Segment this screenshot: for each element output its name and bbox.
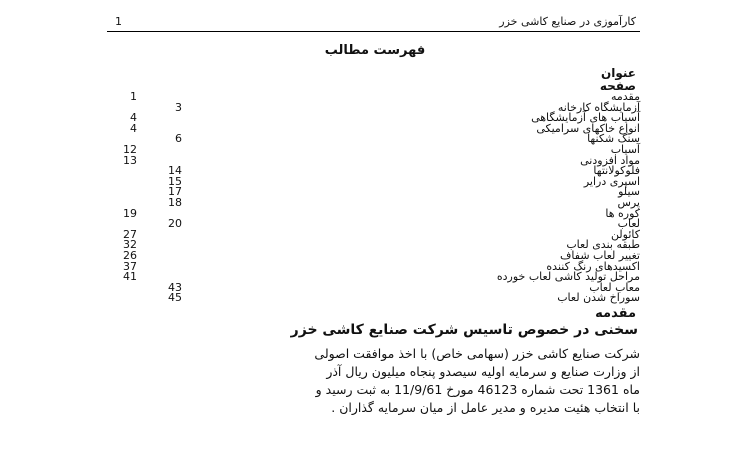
toc-entry-title: فلوکولانتها (593, 164, 640, 178)
paragraph-line: از وزارت صنایع و سرمایه اولیه سیصدو پنجاه میلیون ریال آذر (326, 364, 640, 379)
toc-entry-title: انواع خاکهای سرامیکی (536, 121, 640, 135)
toc-entry-title: مواد افزودنی (580, 153, 640, 167)
toc-entry-page: 4 (130, 111, 137, 125)
toc-entry-title: مراحل تولید کاشی لعاب خورده (496, 270, 640, 284)
toc-entry-page: 43 (168, 280, 182, 294)
toc-entry-title: اکسیدهای رنگ کننده (546, 259, 640, 273)
section-heading: مقدمه (595, 306, 636, 321)
toc-entry-title: طبقه بندی لعاب (566, 238, 640, 252)
paragraph-line: ماه 1361 تحت شماره 46123 مورخ 11/9/61 به ثبت رسید و (315, 382, 640, 397)
toc-entry (0, 292, 750, 304)
toc-column-title: عنوان (601, 66, 636, 80)
toc-entry-page: 27 (123, 227, 137, 241)
toc-entry-page: 18 (168, 196, 182, 209)
toc-entry-page: 13 (123, 153, 137, 167)
toc-entry-title: اسپری درایر (583, 174, 640, 188)
toc-entry-title: آسیاب (610, 143, 640, 156)
toc-entry-title: تغییر لعاب شفاف (560, 249, 640, 262)
intro-paragraph (120, 345, 640, 417)
paragraph-line: شرکت صنایع کاشی خزر (سهامی خاص) با اخذ موافقت اصولی (314, 346, 640, 361)
paragraph-line: با انتخاب هئیت مدیره و مدیر عامل از میان سرمایه گذاران . (331, 400, 640, 415)
toc-entry-page: 20 (168, 217, 182, 231)
toc-entry-page: 14 (168, 164, 182, 178)
section-subtitle: سخنی در خصوص تاسیس شرکت صنایع کاشی خزر (290, 322, 638, 338)
toc-entry-title: معاب لعاب (589, 280, 640, 294)
toc-entry-title: کوره ها (605, 206, 640, 220)
header-page-number: 1 (115, 15, 122, 28)
running-header (107, 13, 640, 32)
toc-entry-page: 15 (168, 174, 182, 188)
toc-title: فهرست مطالب (324, 43, 426, 58)
toc-entry-title: کائولن (610, 227, 640, 241)
toc-entry-title: پرس (617, 196, 640, 209)
toc-column-page: صفحه (599, 79, 636, 93)
toc-entry-page: 6 (175, 132, 182, 146)
toc-entry-page: 19 (123, 206, 137, 220)
toc-entry-title: سوراخ شدن لعاب (557, 291, 640, 305)
toc-entry-page: 12 (123, 143, 137, 156)
toc-entry-page: 1 (130, 90, 137, 103)
toc-entry-page: 4 (130, 121, 137, 135)
toc-entry-title: سنگ شکنها (587, 132, 640, 146)
toc-entry-page: 45 (168, 291, 182, 305)
toc-entry-title: سیلو (618, 185, 640, 199)
toc-entry-page: 3 (175, 100, 182, 114)
toc-entry-page: 41 (123, 270, 137, 284)
toc-entry-page: 32 (123, 238, 137, 252)
toc-entry-title: مقدمه (610, 90, 640, 103)
header-title: کارآموزی در صنایع کاشی خزر (499, 15, 636, 28)
toc-entry-page: 17 (168, 185, 182, 199)
toc-entry-page: 26 (123, 249, 137, 262)
toc-entry-page: 37 (123, 259, 137, 273)
toc-entry-title: آزمایشگاه کارخانه (557, 100, 640, 114)
toc-entry-title: لعاب (617, 217, 640, 231)
toc-entry-title: آسیاب های آزمایشگاهی (531, 111, 640, 125)
